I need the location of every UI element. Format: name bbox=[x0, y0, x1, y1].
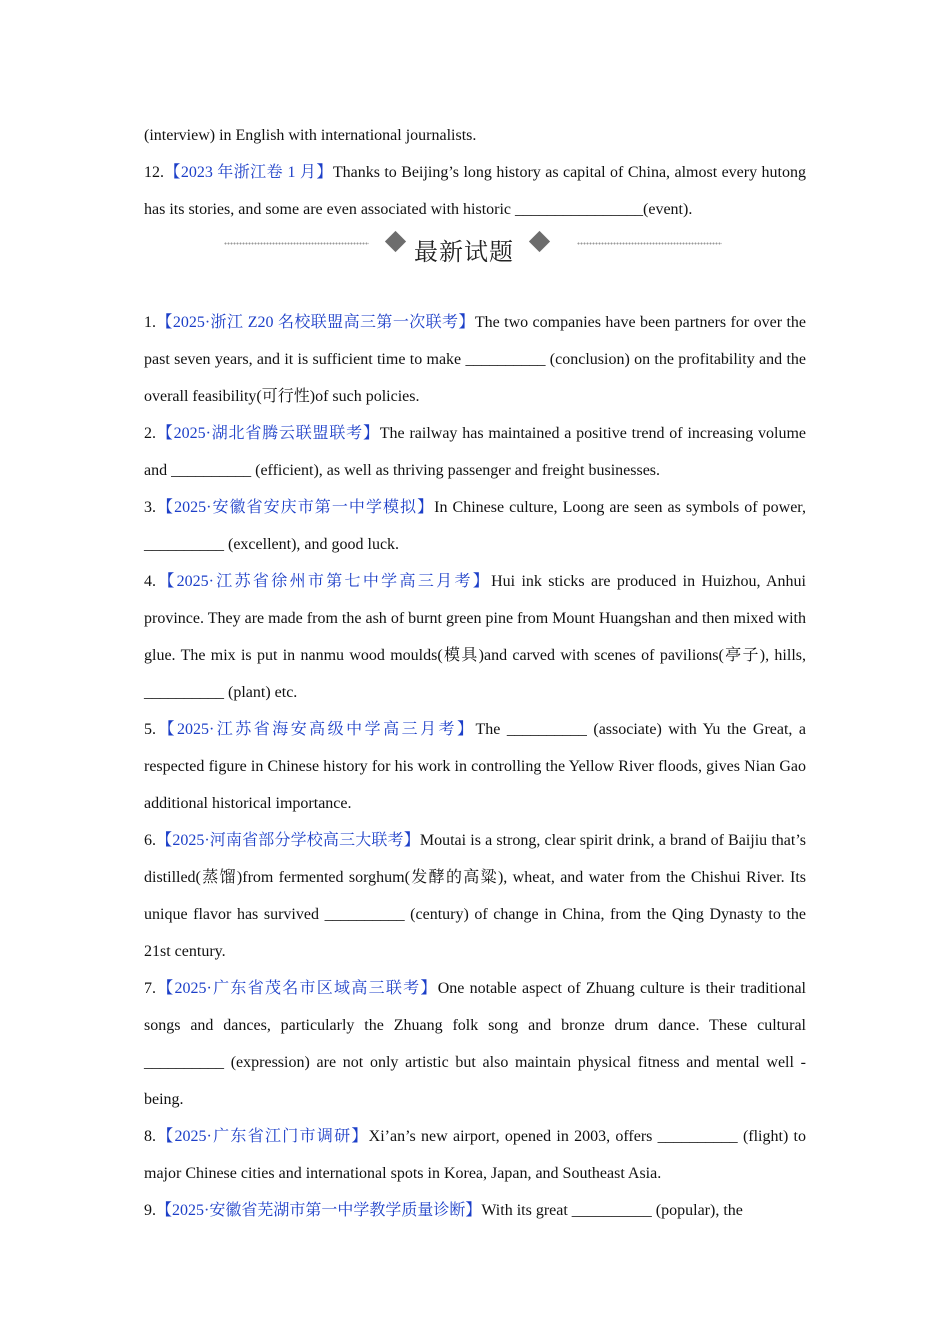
question-text-end: (expression) are not only artistic but also maintain physical fitness and mental well - being. bbox=[144, 1054, 806, 1108]
question-number: 12. bbox=[144, 164, 164, 181]
section-title: 最新试题 bbox=[414, 238, 514, 266]
source-tag: 【2025·安徽省安庆市第一中学模拟】 bbox=[156, 499, 435, 516]
dotted-rule-right bbox=[577, 242, 722, 248]
source-tag: 【2025·广东省茂名市区域高三联考】 bbox=[156, 980, 438, 997]
question-text: Hui ink sticks are produced in Huizhou, Anhui province. They are made from the ash of burnt green pine from Mount Huangshan and then mixed with glue. The mix is put in nanmu wood moulds(模具)and carved with scenes of pavilions(亭子), hills, bbox=[144, 573, 806, 664]
question-item bbox=[144, 711, 806, 822]
question-text-end: (popular), the bbox=[651, 1202, 743, 1219]
question-item bbox=[144, 563, 806, 711]
continuation-text: (interview) in English with international journalists. bbox=[144, 127, 477, 144]
question-item bbox=[144, 822, 806, 970]
source-tag: 【2025·浙江 Z20 名校联盟高三第一次联考】 bbox=[156, 314, 475, 331]
question-item bbox=[144, 415, 806, 489]
section-divider bbox=[144, 228, 806, 280]
question-item bbox=[144, 970, 806, 1118]
question-number: 2. bbox=[144, 425, 156, 442]
question-number: 3. bbox=[144, 499, 156, 516]
question-number: 6. bbox=[144, 832, 156, 849]
question-text: With its great bbox=[481, 1202, 572, 1219]
question-text-end: (flight) to major Chinese cities and international spots in Korea, Japan, and Southeast Asia. bbox=[144, 1128, 806, 1182]
answer-blank: __________ bbox=[144, 684, 224, 701]
question-text-end: (century) of change in China, from the Qing Dynasty to the 21st century. bbox=[144, 906, 806, 960]
question-item bbox=[144, 1192, 806, 1229]
question-number: 9. bbox=[144, 1202, 156, 1219]
answer-blank: __________ bbox=[144, 1054, 224, 1071]
answer-blank: __________ bbox=[506, 721, 587, 738]
document-page bbox=[144, 117, 806, 1229]
question-text-end: (excellent), and good luck. bbox=[224, 536, 400, 553]
question-text: Moutai is a strong, clear spirit drink, a brand of Baijiu that’s distilled(蒸馏)from fermented sorghum(发酵的高粱), wheat, and water from the Chishui River. Its unique flavor has survived bbox=[144, 832, 806, 923]
answer-blank: __________ bbox=[465, 351, 546, 368]
question-text: The railway has maintained a positive trend of increasing volume and bbox=[144, 425, 806, 479]
question-number: 5. bbox=[144, 721, 156, 738]
question-text-end: (event). bbox=[643, 201, 693, 218]
source-tag: 【2025·江苏省徐州市第七中学高三月考】 bbox=[156, 573, 492, 590]
answer-blank: __________ bbox=[144, 536, 224, 553]
question-text: In Chinese culture, Loong are seen as symbols of power, bbox=[434, 499, 806, 516]
question-number: 4. bbox=[144, 573, 156, 590]
answer-blank: __________ bbox=[571, 1202, 652, 1219]
question-item bbox=[144, 1118, 806, 1192]
question-text-end: (efficient), as well as thriving passenger and freight businesses. bbox=[251, 462, 661, 479]
source-tag: 【2025·广东省江门市调研】 bbox=[156, 1128, 369, 1145]
answer-blank: __________ bbox=[324, 906, 405, 923]
question-number: 1. bbox=[144, 314, 156, 331]
source-tag: 【2025·河南省部分学校高三大联考】 bbox=[156, 832, 420, 849]
question-text-end: (associate) with Yu the Great, a respected figure in Chinese history for his work in controlling the Yellow River floods, gives Nian Gao additional historical importance. bbox=[144, 721, 807, 812]
answer-blank: __________ bbox=[657, 1128, 738, 1145]
question-text: Xi’an’s new airport, opened in 2003, offers bbox=[368, 1128, 658, 1145]
question-text: One notable aspect of Zhuang culture is their traditional songs and dances, particularly the Zhuang folk song and bronze drum dance. These cultural bbox=[144, 980, 806, 1034]
source-tag: 【2025·江苏省海安高级中学高三月考】 bbox=[156, 721, 476, 738]
question-text: The bbox=[475, 721, 507, 738]
question-text-end: (plant) etc. bbox=[224, 684, 298, 701]
question-number: 7. bbox=[144, 980, 156, 997]
source-tag: 【2023 年浙江卷 1 月】 bbox=[164, 164, 333, 181]
answer-blank: ________________ bbox=[515, 201, 644, 218]
question-list bbox=[144, 304, 806, 1229]
question-text: Thanks to Beijing’s long history as capital of China, almost every hutong has its stories, and some are even associated with historic bbox=[144, 164, 806, 218]
answer-blank: __________ bbox=[171, 462, 252, 479]
previous-question-continuation bbox=[144, 117, 806, 154]
source-tag: 【2025·湖北省腾云联盟联考】 bbox=[156, 425, 380, 442]
source-tag: 【2025·安徽省芜湖市第一中学教学质量诊断】 bbox=[156, 1202, 482, 1219]
question-number: 8. bbox=[144, 1128, 156, 1145]
question-text-end: (conclusion) on the profitability and the overall feasibility(可行性)of such policies. bbox=[144, 351, 806, 405]
question-text: The two companies have been partners for over the past seven years, and it is sufficient time to make bbox=[144, 314, 806, 368]
question-item bbox=[144, 304, 806, 415]
question-12 bbox=[144, 154, 806, 228]
question-item bbox=[144, 489, 806, 563]
